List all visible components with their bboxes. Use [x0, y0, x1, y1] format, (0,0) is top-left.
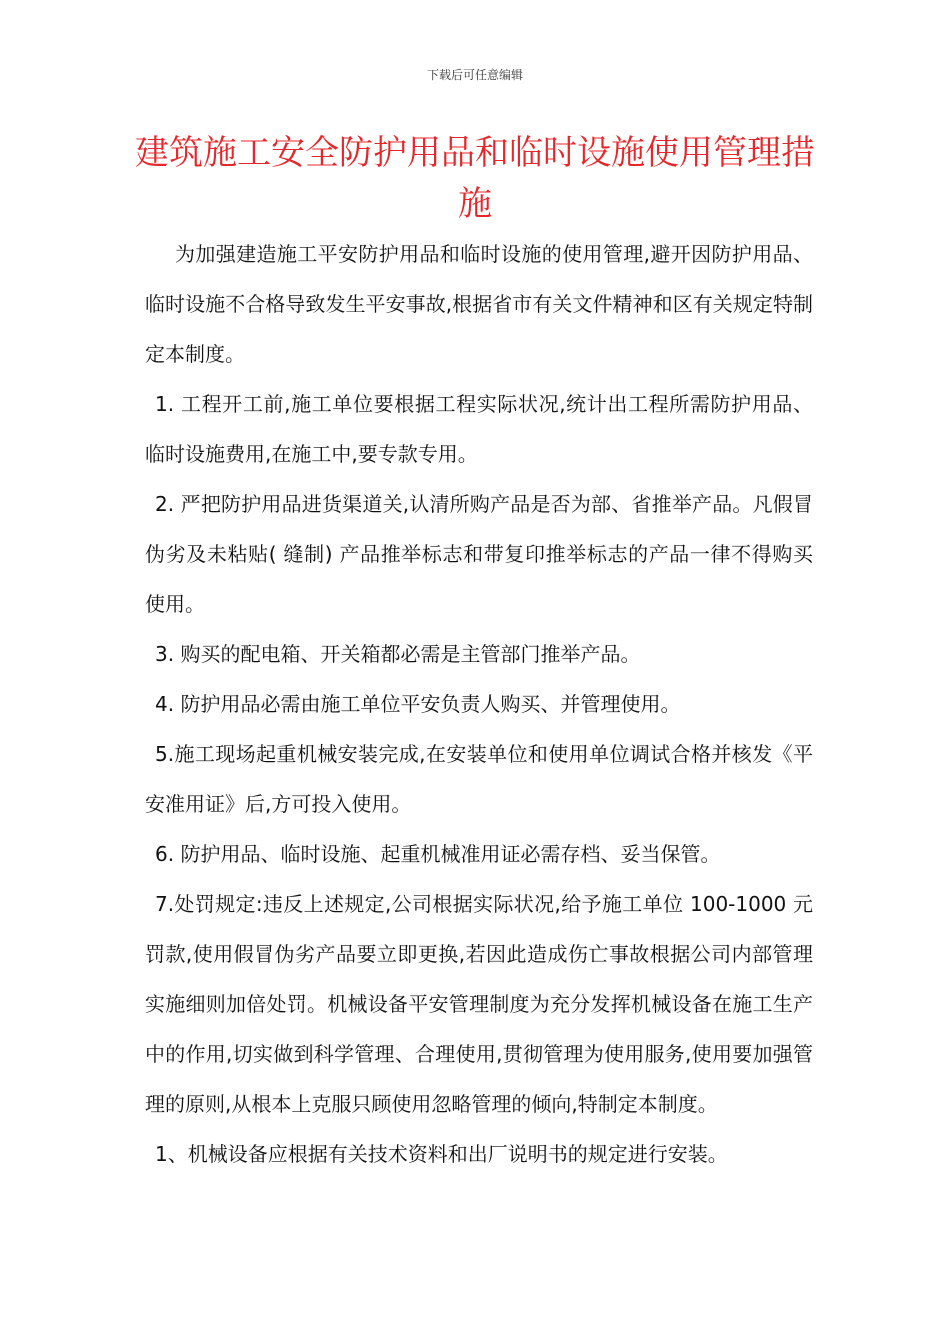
document-body: [145, 229, 813, 1179]
paragraph-item-4: 4. 防护用品必需由施工单位平安负责人购买、并管理使用。: [155, 692, 681, 716]
intro-paragraph: 为加强建造施工平安防护用品和临时设施的使用管理,避开因防护用品、临时设施不合格导致发生平安事故,根据省市有关文件精神和区有关规定特制定本制度。: [145, 242, 813, 366]
paragraph-item-1: 1. 工程开工前,施工单位要根据工程实际状况,统计出工程所需防护用品、临时设施费用,在施工中,要专款专用。: [145, 392, 813, 466]
paragraph-item-3: 3. 购买的配电箱、开关箱都必需是主管部门推举产品。: [155, 642, 641, 666]
paragraph-item-5: 5.施工现场起重机械安装完成,在安装单位和使用单位调试合格并核发《平安准用证》后,方可投入使用。: [145, 742, 813, 816]
paragraph-machinery-1: 1、机械设备应根据有关技术资料和出厂说明书的规定进行安装。: [155, 1142, 728, 1166]
paragraph-item-6: 6. 防护用品、临时设施、起重机械准用证必需存档、妥当保管。: [155, 842, 721, 866]
document-title: 建筑施工安全防护用品和临时设施使用管理措施: [135, 133, 815, 224]
paragraph-item-7: 7.处罚规定:违反上述规定,公司根据实际状况,给予施工单位 100-1000 元罚款,使用假冒伪劣产品要立即更换,若因此造成伤亡事故根据公司内部管理实施细则加倍处罚。机械设备平安管理制度为充分发挥机械设备在施工生产中的作用,切实做到科学管理、合理使用,贯彻管理为使用服务,使用要加强管理的原则,从根本上克服只顾使用忽略管理的倾向,特制定本制度。: [145, 892, 813, 1116]
header-note: 下载后可任意编辑: [426, 68, 523, 82]
paragraph-item-2: 2. 严把防护用品进货渠道关,认清所购产品是否为部、省推举产品。凡假冒伪劣及未粘贴( 缝制) 产品推举标志和带复印推举标志的产品一律不得购买使用。: [145, 492, 813, 616]
